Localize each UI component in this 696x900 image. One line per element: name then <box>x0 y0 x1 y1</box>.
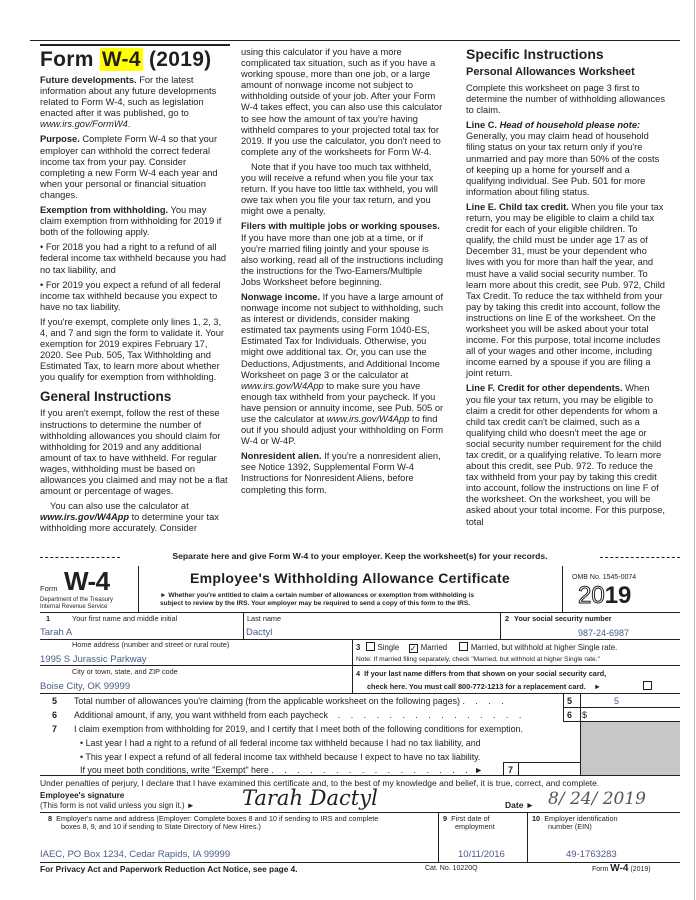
ein-label: 10 Employer identification <box>532 814 618 823</box>
exemption-bullet-1: • For 2018 you had a right to a refund of all federal income tax withheld because you had no tax liability, and <box>40 242 227 275</box>
line7-exempt-text: If you meet both conditions, write "Exempt" here . . . . . . . . . . . . . . . . ► <box>80 765 483 775</box>
form-id: W-4 <box>64 566 110 596</box>
privacy-notice: For Privacy Act and Paperwork Reduction Act Notice, see page 4. <box>40 864 298 874</box>
separator-line: Separate here and give Form W-4 to your employer. Keep the worksheet(s) for your records. <box>40 551 680 565</box>
filing-status: 3 Single ✓ Married Married, but withhold at higher Single rate. <box>356 643 618 653</box>
calculator-note: You can also use the calculator at www.irs.gov/W4App to determine your tax withholding more accurately. Consider <box>40 501 219 534</box>
subtitle-line-1: ► Whether you're entitled to claim a certain number of allowances or exemption from withholding is <box>160 592 475 599</box>
future-developments: Future developments. For the latest information about any future developments related to Form W-4, such as legislation enacted after it was published, go to www.irs.gov/FormW4. <box>40 75 217 130</box>
highlighted-form-id: W-4 <box>101 48 141 71</box>
instructions-column-3 <box>466 47 666 532</box>
catalog-number: Cat. No. 10220Q <box>425 865 478 872</box>
paw-heading: Personal Allowances Worksheet <box>466 66 635 78</box>
ssn-field[interactable]: 987-24-6987 <box>578 628 630 638</box>
first-date-field[interactable]: 10/11/2016 <box>458 849 505 860</box>
shaded-box <box>581 722 680 775</box>
single-checkbox[interactable] <box>366 642 375 651</box>
ein-field[interactable]: 49-1763283 <box>566 849 617 860</box>
signature-note: (This form is not valid unless you sign it.) ► <box>40 801 195 810</box>
formw4-link[interactable]: www.irs.gov/FormW4 <box>40 119 128 130</box>
exempt-note: If you're exempt, complete only lines 1, 2, 3, 4, and 7 and sign the form to validate it. Your exemption for 2019 expires February 17, 2020. See Pub. 505, Tax Withholding and Estimated Tax, to learn more about whether you qualify for exemption from withholding. <box>40 316 224 383</box>
top-rule <box>30 40 491 41</box>
w4app-link-2[interactable]: www.irs.gov/W4App <box>241 380 324 391</box>
date-label: Date ► <box>505 800 535 810</box>
line6-text: Additional amount, if any, you want withheld from each paycheck . . . . . . . . . . . . . . . <box>74 710 526 720</box>
page-edge <box>694 0 695 900</box>
general-instructions-text: If you aren't exempt, follow the rest of these instructions to determine the number of withholding allowances you should claim for withholding for 2019 and any additional amount of tax to have withheld. For regular wages, withholding must be based on allowances you claimed and may not be a flat amount or percentage of wages. <box>40 408 228 497</box>
instructions-column-2 <box>241 47 444 500</box>
specific-instructions-heading: Specific Instructions <box>466 46 604 62</box>
name-differs-checkbox[interactable] <box>643 681 652 690</box>
certificate-title: Employee's Withholding Allowance Certificate <box>189 570 511 586</box>
married-higher-checkbox[interactable] <box>459 642 468 651</box>
signature-label: Employee's signature <box>40 791 125 800</box>
line4-text-2: check here. You must call 800-772-1213 for a replacement card. ► <box>367 682 602 691</box>
nonresident-alien: Nonresident alien. If you're a nonresident alien, see Notice 1392, Supplemental Form W-4 Instructions for Nonresident Aliens, before completing this form. <box>241 451 441 495</box>
omb-number: OMB No. 1545-0074 <box>572 574 637 581</box>
first-name-field[interactable]: Tarah A <box>40 627 73 638</box>
address-label: Home address (number and street or rural route) <box>72 640 230 649</box>
w4app-link-3[interactable]: www.irs.gov/W4App <box>326 414 410 424</box>
ssn-label: Your social security number <box>514 614 612 623</box>
allowances-field[interactable]: 5 <box>614 696 620 706</box>
general-instructions-heading: General Instructions <box>40 389 172 405</box>
exemption-bullet-2: • For 2019 you expect a refund of all federal income tax withheld because you expect to have no tax liability. <box>40 279 221 312</box>
w4-certificate: Form W-4 Department of the Treasury Internal Revenue Service Employee's Withholding Allowance Certificate ► Whether you're entitled to claim a certain number of allowances or exemption from withholding is subject to review by the IRS. Your employer may be required to send a copy of this form to the IRS. OMB No. 1545-0074 2019 1 Your first name and middle initial Tarah A Last name Dactyl 2 Your social security number 987-24-6987 Home address (number and street or rural route) 1995 S Jurassic Parkway City or town, state, and ZIP code Boise City, OK 99999 3 Single ✓ Married Married, but withhold at higher Single rate. Note: If married filing separately, check "Married, but withhold at higher Single rate." 4 If your last name differs from that shown on your social security card, check here. You must call 800-772-1213 for a replacement card. ► 5 Total number of allowances you're claiming (from the applicable worksheet on the following pages) . . . . 5 5 6 Additional amount, if any, you want withheld from each paycheck . . . . . . . . . . . . . . . 6 $ 7 I claim exemption from withholding for 2019, and I certify that I meet both of the following conditions for exemption. • Last year I had a right to a refund of all federal income tax withheld because I had no tax liability, and • This year I expect a refund of all federal income tax withheld because I expect to have no tax liability. If you meet both conditions, write "Exempt" here . . . . . . . . . . . . . . . . ► 7 Under penalties of perjury, I declare that I have examined this certificate and, to the best of my knowledge and belief, it is true, correct, and complete. Employee's signature (This form is not valid unless you sign it.) ► Tarah Dactyl Date ► 8/ 24/ 2019 8 Employer's name and address (Employer: Complete boxes 8 and 10 if sending to IRS and complete boxes 8, 9, and 10 if sending to State Directory of New Hires.) IAEC, PO Box 1234, Cedar Rapids, IA 99999 9 First date of employment 10/11/2016 10 Employer identification number (EIN) 49-1763283 For Privacy Act and Paperwork Reduction Act Notice, see page 4. Cat. No. 10220Q Form W-4 (2019) <box>40 566 680 874</box>
tax-year: 2019 <box>578 582 632 609</box>
exemption: Exemption from withholding. You may claim exemption from withholding for 2019 if both of the following apply. <box>40 205 222 238</box>
date-field[interactable]: 8/ 24/ 2019 <box>548 789 646 809</box>
header-divider-left <box>138 566 139 612</box>
line5-text: Total number of allowances you're claiming (from the applicable worksheet on the following pages) . . . . <box>74 696 508 706</box>
line-e: Line E. Child tax credit. When you file your tax return, you may be eligible to claim a child tax credit for each of your eligible children. To qualify, the child must be under age 17 as of December 31, must be your dependent who lives with you for more than half the year, and must have a valid social security number. To learn more about this credit, see Pub. 972, Child Tax Credit. To reduce the tax withheld from your pay by taking this credit into account, follow the instructions on line E of the worksheet. On the worksheet you will be asked about your total income. For this purpose, total income includes all of your wages and other income, including income earned by a spouse if you are filing a joint return. <box>466 201 665 379</box>
employer-label: 8 Employer's name and address (Employer: Complete boxes 8 and 10 if sending to IRS and complete <box>48 814 379 823</box>
city-label: City or town, state, and ZIP code <box>72 667 178 676</box>
header-divider-right <box>562 566 563 612</box>
address-field[interactable]: 1995 S Jurassic Parkway <box>40 654 147 665</box>
city-field[interactable]: Boise City, OK 99999 <box>40 681 131 692</box>
form-title: Form W-4 (2019) <box>40 44 230 73</box>
top-rule-right <box>491 40 680 41</box>
line-f: Line F. Credit for other dependents. When you file your tax return, you may be eligible to claim a credit for other dependents for whom a child tax credit can't be claimed, such as a qualifying child who doesn't meet the age or social security number requirement for the child tax credit, or a qualifying relative. To learn more about this credit, see Pub. 972. To reduce the tax withheld from your pay by taking this credit into account, follow the instructions on line F of the worksheet. On the worksheet, you will be asked about your total income. For this purpose, total <box>466 383 665 527</box>
nonwage-income: Nonwage income. If you have a large amount of nonwage income not subject to withholding, such as interest or dividends, consider making estimated tax payments using Form 1040-ES, Estimated Tax for Individuals. Otherwise, you might owe additional tax. Or, you can use the Deductions, Adjustments, and Additional Income Worksheet on page 3 or the calculator at www.irs.gov/W4App to make sure you have enough tax withheld from your paycheck. If you have pension or annuity income, see Pub. 505 or use the calculator at www.irs.gov/W4App to find out if you should adjust your withholding on Form W-4 or W-4P. <box>241 291 444 447</box>
refund-note: Note that if you have too much tax withheld, you will receive a refund when you file your tax return. If you have too little tax withheld, you will owe tax when you file your tax return, and you might owe a penalty. <box>241 161 438 217</box>
form-label: Form <box>40 584 58 593</box>
footer-form-id: Form W-4 (2019) <box>592 863 651 874</box>
calculator-continued: using this calculator if you have a more complicated tax situation, such as if you have a working spouse, more than one job, or a large amount of nonwage income not subject to withholding outside of your job. After your Form W-4 takes effect, you can also use this calculator to see how the amount of tax you're having withheld compares to your projected total tax for 2019. If you use the calculator, you don't need to complete any of the worksheets for Form W-4. <box>241 47 443 157</box>
line7-bullet-1: • Last year I had a right to a refund of all federal income tax withheld because I had no tax liability, and <box>80 738 481 748</box>
instructions-column-1 <box>40 44 230 538</box>
line-c: Line C. Head of household please note: Generally, you may claim head of household filing status on your tax return only if you're unmarried and pay more than 50% of the costs of keeping up a home for yourself and a qualifying individual. See Pub. 501 for more information about filing status. <box>466 120 660 197</box>
perjury-statement: Under penalties of perjury, I declare that I have examined this certificate and, to the best of my knowledge and belief, it is true, correct, and complete. <box>40 778 600 788</box>
w4app-link[interactable]: www.irs.gov/W4App <box>40 512 130 523</box>
first-name-label: Your first name and middle initial <box>72 614 178 623</box>
last-name-label: Last name <box>247 614 282 623</box>
paw-text: Complete this worksheet on page 3 first to determine the number of withholding allowances to claim. <box>466 83 665 116</box>
dept-treasury: Department of the Treasury <box>40 597 114 603</box>
signature-field[interactable]: Tarah Dactyl <box>242 786 378 810</box>
last-name-field[interactable]: Dactyl <box>246 627 273 638</box>
purpose: Purpose. Complete Form W-4 so that your employer can withhold the correct federal income tax from your pay. Consider completing a new Form W-4 each year and when your personal or financial situation changes. <box>40 134 218 200</box>
line7-text: I claim exemption from withholding for 2019, and I certify that I meet both of the following conditions for exemption. <box>74 724 523 734</box>
married-checkbox[interactable]: ✓ <box>409 644 417 653</box>
subtitle-line-2: subject to review by the IRS. Your employer may be required to send a copy of this form to the IRS. <box>160 600 471 607</box>
line4-text-1: 4 If your last name differs from that shown on your social security card, <box>356 669 607 678</box>
line7-bullet-2: • This year I expect a refund of all federal income tax withheld because I expect to have no tax liability. <box>80 752 481 762</box>
dept-irs: Internal Revenue Service <box>40 604 108 610</box>
employer-field[interactable]: IAEC, PO Box 1234, Cedar Rapids, IA 99999 <box>40 849 231 860</box>
filing-status-note: Note: If married filing separately, check "Married, but withhold at higher Single rate." <box>356 656 600 663</box>
first-date-label: 9 First date of <box>443 814 490 823</box>
multiple-jobs: Filers with multiple jobs or working spouses. If you have more than one job at a time, or if you're married filing jointly and your spouse is also working, read all of the instructions including the instructions for the Two-Earners/Multiple Jobs Worksheet before beginning. <box>241 221 444 287</box>
